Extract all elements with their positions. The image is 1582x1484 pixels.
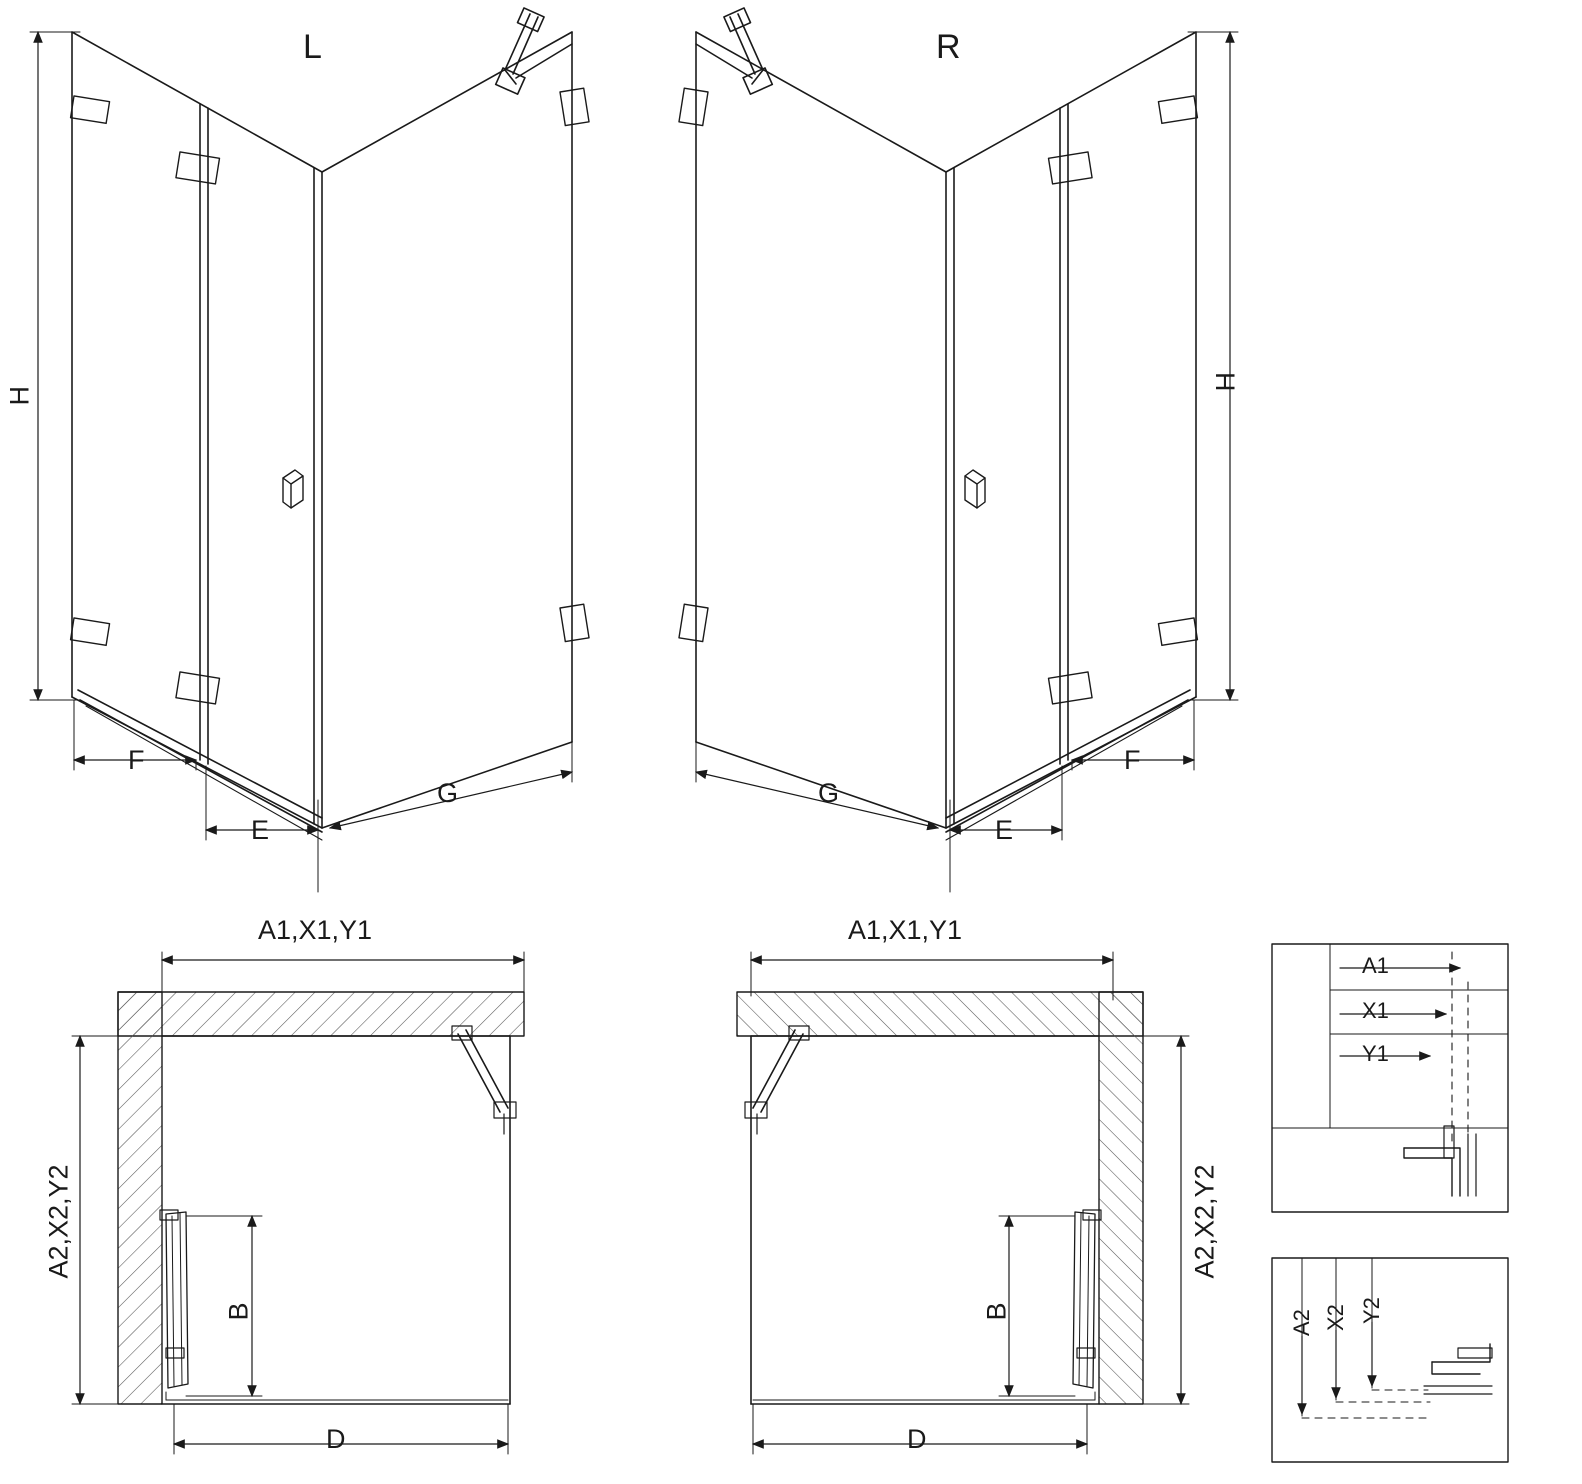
iso-left-label-F: F	[128, 745, 145, 775]
iso-right-dim-bottom	[696, 700, 1194, 892]
iso-right-hinges	[679, 88, 1197, 704]
iso-right-stabiliser-bar	[696, 8, 772, 94]
detail-top-box	[1272, 944, 1508, 1212]
plan-left-dim-side: A2,X2,Y2	[43, 1164, 74, 1279]
detail-top-label-y1: Y1	[1362, 1041, 1389, 1066]
iso-right-label-G: G	[818, 778, 840, 808]
detail-bottom-label-x2: X2	[1323, 1304, 1348, 1331]
iso-right-label-H: H	[1210, 372, 1241, 392]
iso-left-enclosure	[72, 32, 572, 840]
detail-top-label-x1: X1	[1362, 998, 1389, 1023]
iso-left-label-E: E	[251, 815, 270, 845]
plan-right-dim-D: D	[907, 1424, 927, 1454]
view-label-left: L	[303, 28, 322, 66]
iso-left-stabiliser-bar	[496, 8, 572, 94]
iso-left-label-H: H	[4, 386, 35, 406]
iso-left-hinges	[71, 88, 589, 704]
iso-right-label-E: E	[995, 815, 1014, 845]
iso-left-label-G: G	[437, 778, 459, 808]
iso-right-enclosure	[696, 32, 1196, 840]
detail-bottom-label-y2: Y2	[1359, 1297, 1384, 1324]
detail-bottom-box	[1272, 1258, 1508, 1462]
plan-right-dim-top: A1,X1,Y1	[848, 915, 963, 945]
detail-bottom-label-a2: A2	[1289, 1309, 1314, 1336]
plan-left-dim-B: B	[223, 1302, 254, 1321]
plan-left	[118, 992, 524, 1404]
plan-right-dim-side: A2,X2,Y2	[1189, 1164, 1220, 1279]
iso-left-dim-bottom	[74, 700, 572, 892]
plan-right-dim-B: B	[981, 1302, 1012, 1321]
detail-top-label-a1: A1	[1362, 953, 1389, 978]
plan-left-dim-D: D	[326, 1424, 346, 1454]
iso-left-door-knob	[283, 470, 303, 508]
plan-right	[737, 992, 1143, 1404]
iso-right-door-knob	[965, 470, 985, 508]
view-label-right: R	[936, 28, 961, 66]
plan-left-dim-top: A1,X1,Y1	[258, 915, 373, 945]
iso-right-label-F: F	[1124, 745, 1141, 775]
